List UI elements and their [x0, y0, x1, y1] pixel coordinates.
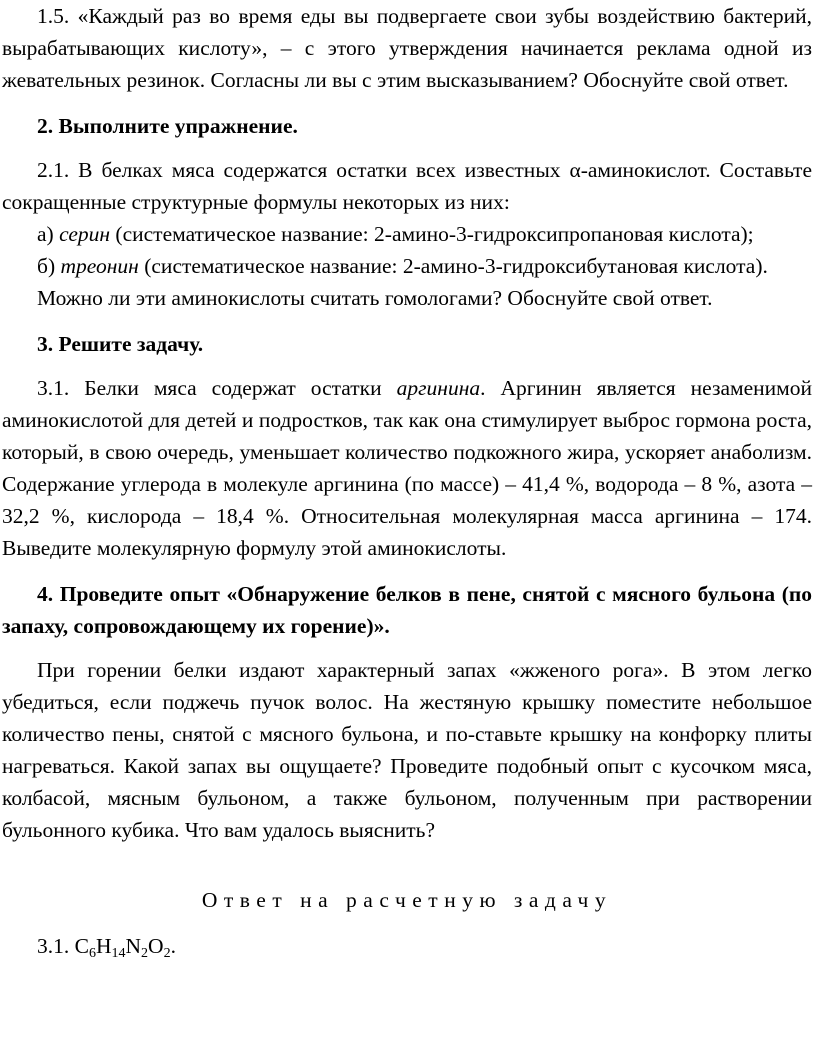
- arginine-name: аргинина: [396, 376, 481, 400]
- section-4-heading: 4. Проведите опыт «Обнаружение белков в пене, снятой с мясного бульона (по запаху, сопровождающему их горение)».: [2, 582, 812, 638]
- formula-oxygen-count: 2: [163, 946, 171, 961]
- section-2-question: Можно ли эти аминокислоты считать гомологами? Обоснуйте свой ответ.: [37, 286, 713, 310]
- item-b-label: б): [37, 254, 56, 278]
- item-b: [2, 250, 812, 282]
- item-a-label: а): [37, 222, 54, 246]
- item-a-name: серин: [59, 222, 111, 246]
- formula-period: .: [170, 934, 176, 958]
- formula-carbon-count: 6: [88, 946, 96, 961]
- formula-oxygen: O: [148, 934, 164, 958]
- question-3-1-start: 3.1. Белки мяса содержат остатки: [37, 376, 382, 400]
- answer-3-1: [2, 930, 812, 962]
- question-text: «Каждый раз во время еды вы подвергаете свои зубы воздействию бактерий, вырабатывающих кислоту», – с этого утверждения начинается реклама одной из жевательных резинок. Согласны ли вы с этим высказыванием? Обоснуйте свой ответ.: [2, 4, 812, 92]
- item-a: [2, 218, 812, 250]
- formula-hydrogen-count: 14: [111, 946, 126, 961]
- formula-hydrogen: H: [95, 934, 112, 958]
- question-3-1: [2, 372, 812, 564]
- answer-heading: Ответ на расчетную задачу: [201, 888, 613, 912]
- section-3-heading: 3. Решите задачу.: [37, 332, 204, 356]
- question-3-1-rest: . Аргинин является незаменимой аминокислотой для детей и подростков, так как она стимулирует выброс гормона роста, который, в свою очередь, уменьшает количество подкожного жира, ускоряет анаболизм. Содержание углерода в молекуле аргинина (по массе) – 41,4 %, водорода – 8 %, азота – 32,2 %, кислорода – 18,4 %. Относительная молекулярная масса аргинина – 174. Выведите молекулярную формулу этой аминокислоты.: [2, 376, 813, 560]
- formula-carbon: C: [74, 934, 89, 958]
- molecular-formula: [74, 934, 176, 961]
- formula-nitrogen: N: [125, 934, 142, 958]
- section-2-heading: 2. Выполните упражнение.: [37, 114, 298, 138]
- question-2-1: 2.1. В белках мяса содержатся остатки всех известных α-аминокислот. Составьте сокращенные структурные формулы некоторых из них:: [2, 158, 812, 214]
- formula-nitrogen-count: 2: [141, 946, 149, 961]
- question-1-5: [2, 0, 812, 96]
- section-4-text: При горении белки издают характерный запах «жженого рога». В этом легко убедиться, если поджечь пучок волос. На жестяную крышку поместите небольшое количество пены, снятой с мясного бульона, и по-ставьте крышку на конфорку плиты нагреваться. Какой запах вы ощущаете? Проведите подобный опыт с кусочком мяса, колбасой, мясным бульоном, а также бульоном, полученным при растворении бульонного кубика. Что вам удалось выяснить?: [2, 658, 812, 842]
- item-b-description: (систематическое название: 2-амино-3-гидроксибутановая кислота).: [144, 254, 768, 278]
- question-number: 1.5.: [37, 4, 70, 28]
- answer-number: 3.1.: [37, 934, 70, 958]
- item-b-name: треонин: [60, 254, 139, 278]
- item-a-description: (систематическое название: 2-амино-3-гидроксипропановая кислота);: [115, 222, 754, 246]
